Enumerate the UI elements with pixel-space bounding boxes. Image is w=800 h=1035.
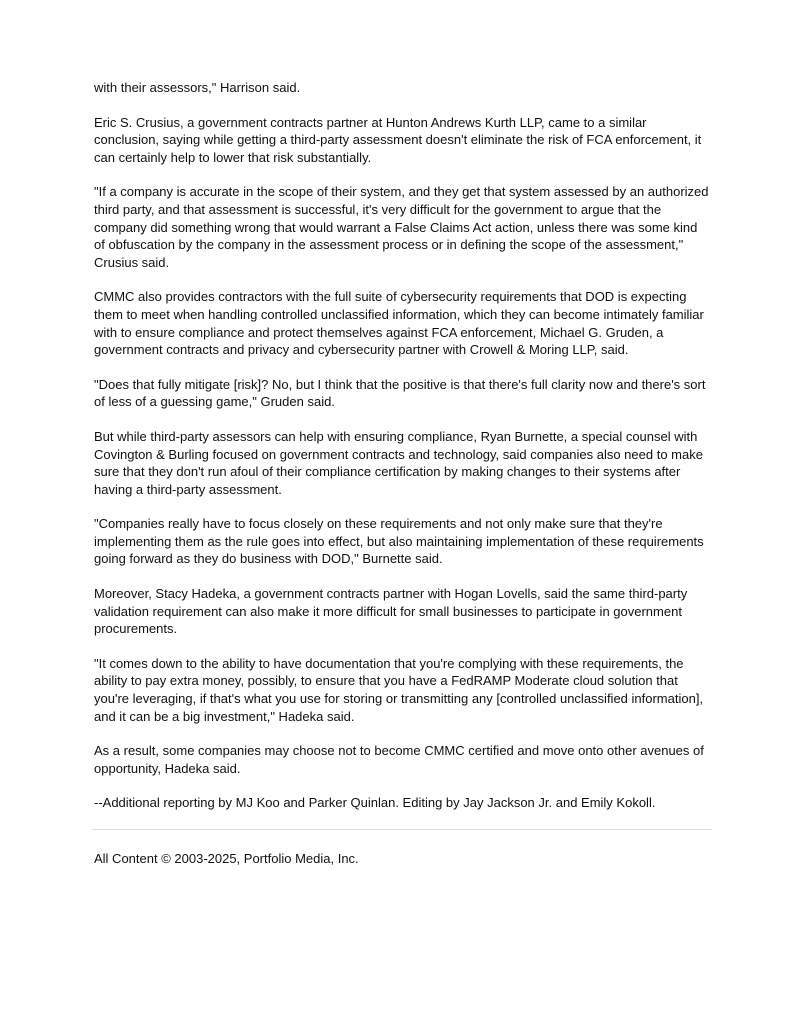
paragraph-credits: --Additional reporting by MJ Koo and Parker Quinlan. Editing by Jay Jackson Jr. and Emily Kokoll. bbox=[94, 795, 656, 811]
paragraph-gruden-quote: "Does that fully mitigate [risk]? No, but I think that the positive is that there's full clarity now and there's sort of less of a guessing game," Gruden said. bbox=[94, 376, 706, 410]
paragraph-hadeka-quote: "It comes down to the ability to have documentation that you're complying with these requirements, the ability to pay extra money, possibly, to ensure that you have a FedRAMP Moderate cloud solution that you're leveraging, if that's what you use for storing or transmitting any [controlled unclassified information], and it can be a big investment," Hadeka said. bbox=[94, 655, 704, 724]
paragraph-burnette-quote: "Companies really have to focus closely on these requirements and not only make sure that they're implementing them as the rule goes into effect, but also maintaining implementation of these requirements going forward as they do business with DOD," Burnette said. bbox=[94, 516, 704, 567]
paragraph-hadeka-conclusion: As a result, some companies may choose not to become CMMC certified and move onto other avenues of opportunity, Hadeka said. bbox=[94, 743, 704, 776]
paragraph-hadeka-intro: Moreover, Stacy Hadeka, a government contracts partner with Hogan Lovells, said the same third-party validation requirement can also make it more difficult for small businesses to participate in government procurements. bbox=[94, 586, 688, 637]
paragraph-continuation: with their assessors," Harrison said. bbox=[94, 80, 301, 95]
paragraph-gruden-intro: CMMC also provides contractors with the full suite of cybersecurity requirements that DOD is expecting them to meet when handling controlled unclassified information, which they can become intimately familiar with to ensure compliance and protect themselves against FCA enforcement, Michael G. Gruden, a government contracts and privacy and cybersecurity partner with Crowell & Moring LLP, said. bbox=[94, 289, 704, 358]
footer-divider bbox=[92, 829, 712, 830]
paragraph-burnette-intro: But while third-party assessors can help with ensuring compliance, Ryan Burnette, a special counsel with Covington & Burling focused on government contracts and technology, said companies also need to make sure that they don't run afoul of their compliance certification by making changes to their systems after having a third-party assessment. bbox=[94, 428, 703, 497]
article-body bbox=[94, 79, 710, 868]
copyright-notice: All Content © 2003-2025, Portfolio Media, Inc. bbox=[94, 851, 359, 866]
paragraph-crusius-intro: Eric S. Crusius, a government contracts partner at Hunton Andrews Kurth LLP, came to a similar conclusion, saying while getting a third-party assessment doesn't eliminate the risk of FCA enforcement, it can certainly help to lower that risk substantially. bbox=[94, 114, 702, 165]
paragraph-crusius-quote: "If a company is accurate in the scope of their system, and they get that system assessed by an authorized third party, and that assessment is successful, it's very difficult for the government to argue that the company did something wrong that would warrant a False Claims Act action, unless there was some kind of obfuscation by the company in the assessment process or in defining the scope of the assessment," Crusius said. bbox=[94, 184, 709, 270]
